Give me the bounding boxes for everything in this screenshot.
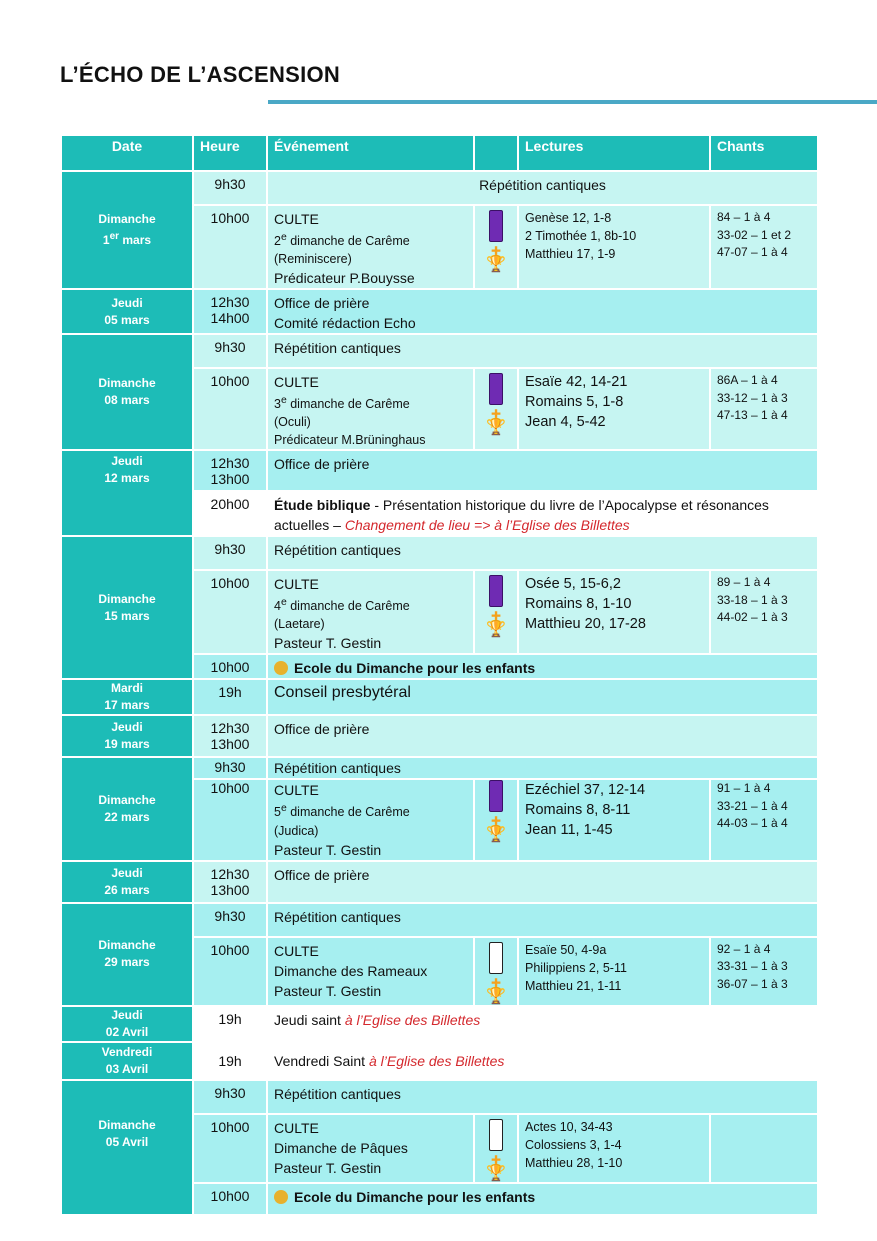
event-cell: CULTE Dimanche des Rameaux Pasteur T. Gestin bbox=[267, 937, 474, 1006]
event-cell: Répétition cantiques bbox=[267, 334, 818, 368]
chants-cell: 86A – 1 à 4 33-12 – 1 à 3 47-13 – 1 à 4 bbox=[710, 368, 818, 450]
date-cell: Dimanche 08 mars bbox=[61, 334, 193, 450]
book-icon bbox=[489, 373, 503, 405]
time-cell: 9h30 bbox=[193, 536, 267, 570]
time-cell: 12h30 13h00 bbox=[193, 861, 267, 903]
chalice-icon: 🏆 bbox=[486, 621, 506, 639]
time-cell: 10h00 bbox=[193, 937, 267, 1006]
time-cell: 10h00 bbox=[193, 368, 267, 450]
event-cell: Vendredi Saint à l’Eglise des Billettes bbox=[267, 1042, 818, 1080]
time-cell: 9h30 bbox=[193, 1080, 267, 1114]
cross-icon: ✚ bbox=[490, 407, 502, 422]
event-cell: Ecole du Dimanche pour les enfants bbox=[267, 654, 818, 679]
liturgy-icons bbox=[474, 937, 518, 1006]
event-cell: Répétition cantiques bbox=[267, 1080, 818, 1114]
liturgy-icons bbox=[474, 570, 518, 654]
time-cell: 20h00 bbox=[193, 491, 267, 536]
time-cell: 10h00 bbox=[193, 654, 267, 679]
event-cell: Répétition cantiques bbox=[267, 536, 818, 570]
time-cell: 9h30 bbox=[193, 334, 267, 368]
chalice-icon: 🏆 bbox=[486, 419, 506, 437]
event-cell: Office de prière bbox=[267, 450, 818, 491]
time-cell: 10h00 bbox=[193, 570, 267, 654]
event-cell: CULTE 4e dimanche de Carême (Laetare) Pasteur T. Gestin bbox=[267, 570, 474, 654]
date-cell: Dimanche 1er mars bbox=[61, 171, 193, 289]
table-row bbox=[61, 715, 818, 757]
header-heure: Heure bbox=[193, 135, 267, 171]
cross-icon: ✚ bbox=[490, 609, 502, 624]
table-header bbox=[61, 135, 818, 171]
event-cell: Office de prière bbox=[267, 715, 818, 757]
readings-cell: Osée 5, 15-6,2 Romains 8, 1-10 Matthieu 20, 17-28 bbox=[518, 570, 710, 654]
book-icon bbox=[489, 210, 503, 242]
time-cell: 12h30 14h00 bbox=[193, 289, 267, 334]
header-icons bbox=[474, 135, 518, 171]
readings-cell: Genèse 12, 1-8 2 Timothée 1, 8b-10 Matthieu 17, 1-9 bbox=[518, 205, 710, 289]
chalice-icon: 🏆 bbox=[486, 256, 506, 273]
cross-icon: ✚ bbox=[490, 975, 502, 990]
event-cell: CULTE 3e dimanche de Carême (Oculi) Prédicateur M.Brüninghaus bbox=[267, 368, 474, 450]
time-cell: 9h30 bbox=[193, 757, 267, 779]
book-icon bbox=[489, 780, 503, 812]
readings-cell: Actes 10, 34-43 Colossiens 3, 1-4 Matthieu 28, 1-10 bbox=[518, 1114, 710, 1183]
table-row bbox=[61, 171, 818, 205]
chalice-icon: 🏆 bbox=[486, 1164, 506, 1182]
date-cell: Vendredi 03 Avril bbox=[61, 1042, 193, 1080]
chants-cell bbox=[710, 1114, 818, 1183]
table-row bbox=[61, 1080, 818, 1114]
table-row bbox=[61, 289, 818, 334]
time-cell: 12h30 13h00 bbox=[193, 450, 267, 491]
date-cell: Dimanche 29 mars bbox=[61, 903, 193, 1006]
time-cell: 10h00 bbox=[193, 1114, 267, 1183]
event-cell: Office de prière bbox=[267, 861, 818, 903]
cross-icon: ✚ bbox=[490, 1152, 502, 1167]
readings-cell: Ezéchiel 37, 12-14 Romains 8, 8-11 Jean 11, 1-45 bbox=[518, 779, 710, 860]
header-chants: Chants bbox=[710, 135, 818, 171]
table-row bbox=[61, 450, 818, 491]
date-cell: Dimanche 15 mars bbox=[61, 536, 193, 679]
time-cell: 10h00 bbox=[193, 1183, 267, 1215]
table-row bbox=[61, 334, 818, 368]
schedule-table bbox=[60, 134, 819, 1216]
date-cell: Jeudi 02 Avril bbox=[61, 1006, 193, 1042]
title-rule bbox=[268, 100, 877, 104]
date-cell: Jeudi 19 mars bbox=[61, 715, 193, 757]
event-cell: CULTE 5e dimanche de Carême (Judica) Pasteur T. Gestin bbox=[267, 779, 474, 860]
time-cell: 10h00 bbox=[193, 779, 267, 860]
chants-cell: 92 – 1 à 4 33-31 – 1 à 3 36-07 – 1 à 3 bbox=[710, 937, 818, 1006]
time-cell: 9h30 bbox=[193, 171, 267, 205]
book-icon bbox=[489, 575, 503, 607]
date-cell: Jeudi 12 mars bbox=[61, 450, 193, 536]
event-cell: Jeudi saint à l’Eglise des Billettes bbox=[267, 1006, 818, 1042]
readings-cell: Esaïe 42, 14-21 Romains 5, 1-8 Jean 4, 5-42 bbox=[518, 368, 710, 450]
time-cell: 10h00 bbox=[193, 205, 267, 289]
table-row bbox=[61, 679, 818, 715]
chants-cell: 89 – 1 à 4 33-18 – 1 à 3 44-02 – 1 à 3 bbox=[710, 570, 818, 654]
liturgy-icons bbox=[474, 779, 518, 860]
children-icon bbox=[274, 1190, 288, 1204]
book-icon bbox=[489, 1119, 503, 1151]
event-cell: Ecole du Dimanche pour les enfants bbox=[267, 1183, 818, 1215]
event-cell: Conseil presbytéral bbox=[267, 679, 818, 715]
time-cell: 19h bbox=[193, 1006, 267, 1042]
header-evenement: Événement bbox=[267, 135, 474, 171]
cross-icon: ✚ bbox=[490, 244, 502, 258]
header-date: Date bbox=[61, 135, 193, 171]
event-cell: Répétition cantiques bbox=[267, 903, 818, 937]
time-cell: 19h bbox=[193, 679, 267, 715]
liturgy-icons bbox=[474, 1114, 518, 1183]
table-row bbox=[61, 757, 818, 779]
date-cell: Mardi 17 mars bbox=[61, 679, 193, 715]
readings-cell: Esaïe 50, 4-9a Philippiens 2, 5-11 Matthieu 21, 1-11 bbox=[518, 937, 710, 1006]
chants-cell: 91 – 1 à 4 33-21 – 1 à 4 44-03 – 1 à 4 bbox=[710, 779, 818, 860]
book-icon bbox=[489, 942, 503, 974]
date-cell: Dimanche 22 mars bbox=[61, 757, 193, 860]
chalice-icon: 🏆 bbox=[486, 826, 506, 844]
table-row bbox=[61, 861, 818, 903]
date-cell: Jeudi 05 mars bbox=[61, 289, 193, 334]
liturgy-icons bbox=[474, 368, 518, 450]
event-cell: Office de prière Comité rédaction Echo bbox=[267, 289, 818, 334]
header-lectures: Lectures bbox=[518, 135, 710, 171]
time-cell: 19h bbox=[193, 1042, 267, 1080]
event-cell: CULTE Dimanche de Pâques Pasteur T. Gestin bbox=[267, 1114, 474, 1183]
event-cell: CULTE 2e dimanche de Carême (Reminiscere) Prédicateur P.Bouysse bbox=[267, 205, 474, 289]
chalice-icon: 🏆 bbox=[486, 987, 506, 1005]
page-title: L’ÉCHO DE L’ASCENSION bbox=[60, 62, 341, 87]
table-row bbox=[61, 1006, 818, 1042]
event-cell: Répétition cantiques bbox=[267, 171, 818, 205]
table-row bbox=[61, 903, 818, 937]
liturgy-icons bbox=[474, 205, 518, 289]
time-cell: 12h30 13h00 bbox=[193, 715, 267, 757]
cross-icon: ✚ bbox=[490, 814, 502, 829]
table-row bbox=[61, 1042, 818, 1080]
date-cell: Dimanche 05 Avril bbox=[61, 1080, 193, 1215]
event-cell: Étude biblique - Présentation historique du livre de l’Apocalypse et résonances actuelles – Changement de lieu => à l’Eglise des Billettes bbox=[267, 491, 818, 536]
event-cell: Répétition cantiques bbox=[267, 757, 818, 779]
table-row bbox=[61, 536, 818, 570]
date-cell: Jeudi 26 mars bbox=[61, 861, 193, 903]
children-icon bbox=[274, 661, 288, 675]
chants-cell: 84 – 1 à 4 33-02 – 1 et 2 47-07 – 1 à 4 bbox=[710, 205, 818, 289]
time-cell: 9h30 bbox=[193, 903, 267, 937]
